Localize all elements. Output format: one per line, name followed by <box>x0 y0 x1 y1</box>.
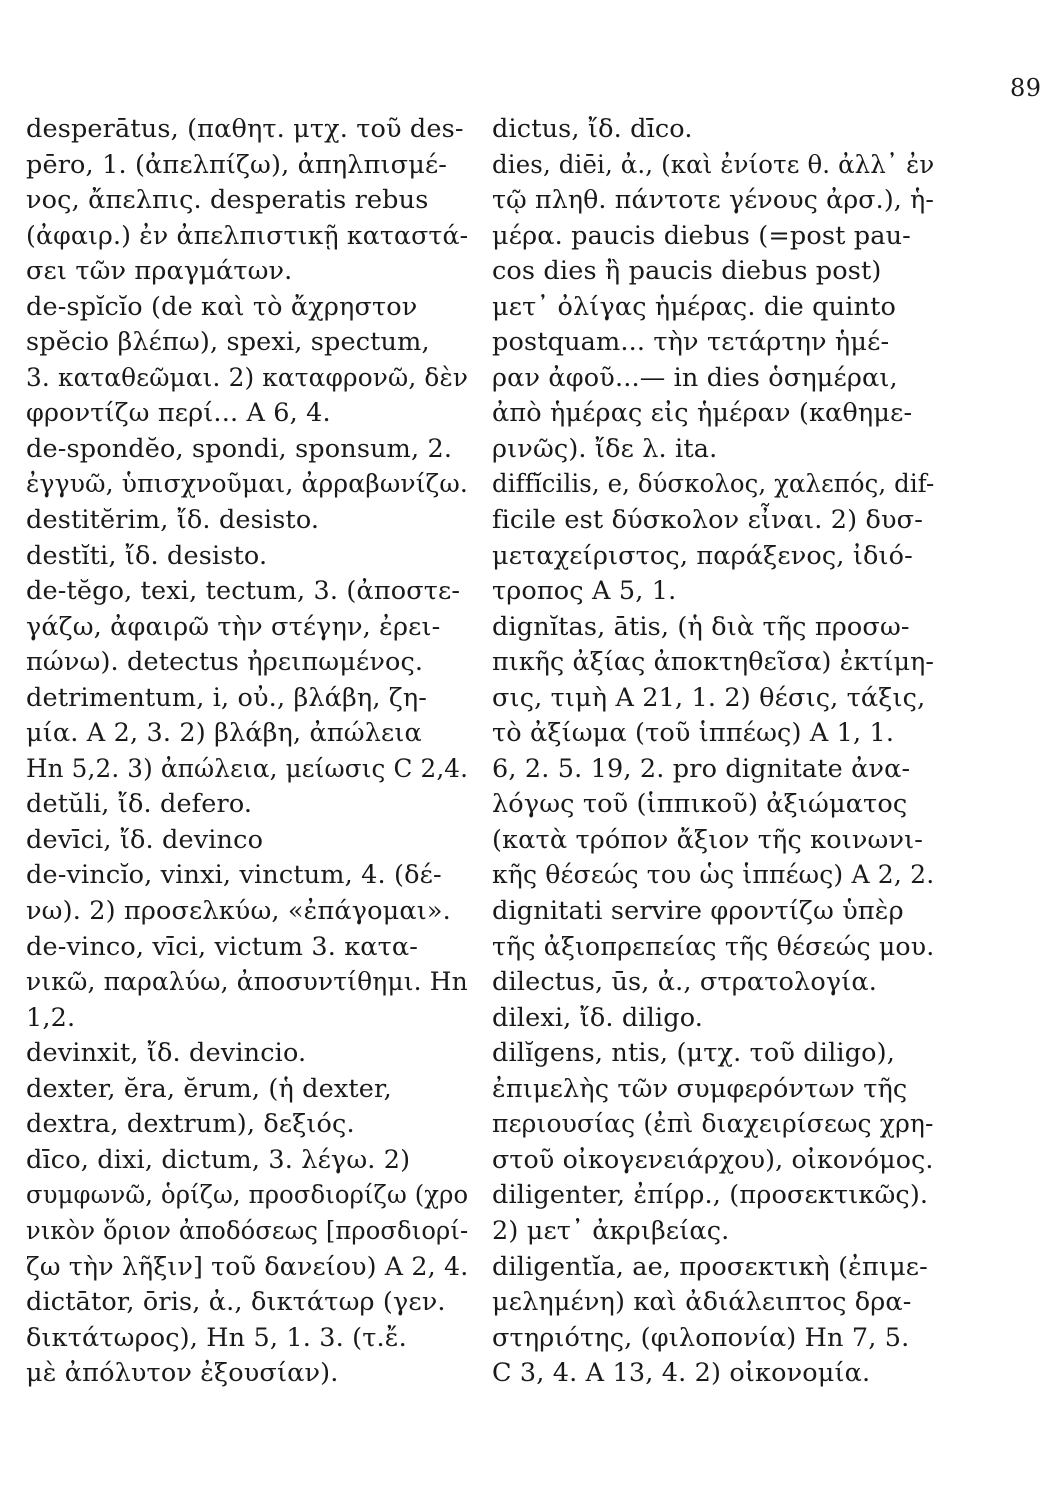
left-column <box>26 112 468 1392</box>
text-line: μελημένη) καὶ ἀδιάλειπτος δρα- <box>492 1287 912 1318</box>
text-line: σις, τιμὴ A 21, 1. 2) θέσις, τάξις, <box>492 682 926 713</box>
text-line: ἀπὸ ἡμέρας εἰς ἡμέραν (καθημε- <box>492 398 913 429</box>
text-line: τροπος A 5, 1. <box>492 576 677 607</box>
text-line: desperātus, (παθητ. μτχ. τοῦ des- <box>26 114 464 144</box>
text-line: de-vinco, vīci, victum 3. κατα- <box>26 931 419 962</box>
text-line: postquam... τὴν τετάρτην ἡμέ- <box>492 327 890 358</box>
text-line: νικὸν ὅριον ἀποδόσεως [προσδιορί- <box>26 1215 469 1246</box>
text-line: cos dies ἢ paucis diebus post) <box>492 256 882 287</box>
text-line: dexter, ĕra, ĕrum, (ἡ dexter, <box>26 1073 392 1104</box>
text-line: dextra, dextrum), δεξιός. <box>26 1109 355 1140</box>
text-line: μία. A 2, 3. 2) βλάβη, ἀπώλεια <box>26 718 422 749</box>
text-line: περιουσίας (ἐπὶ διαχειρίσεως χρη- <box>492 1109 934 1140</box>
text-line: τῷ πληθ. πάντοτε γένους ἀρσ.), ἡ- <box>492 185 935 216</box>
text-line: C 3, 4. A 13, 4. 2) οἰκονομία. <box>492 1358 871 1389</box>
text-line: dignitati servire φροντίζω ὑπὲρ <box>492 896 904 927</box>
text-line: στοῦ οἰκογενειάρχου), οἰκονόμος. <box>492 1144 934 1175</box>
text-line: τῆς ἀξιοπρεπείας τῆς θέσεώς μου. <box>492 931 935 962</box>
text-line: dilexi, ἴδ. diligo. <box>492 1002 704 1033</box>
text-line: πώνω). detectus ἠρειπωμένος. <box>26 647 424 678</box>
text-line: μεταχείριστος, παράξενος, ἰδιό- <box>492 540 913 571</box>
text-line: dilĭgens, ntis, (μτχ. τοῦ diligo), <box>492 1038 896 1069</box>
text-line: diligenter, ἐπίρρ., (προσεκτικῶς). <box>492 1180 929 1211</box>
text-line: (κατὰ τρόπον ἄξιον τῆς κοινωνι- <box>492 824 924 855</box>
text-line: diffĭcilis, e, δύσκολος, χαλεπός, dif- <box>492 469 935 500</box>
text-line: στηριότης, (φιλοπονία) Hn 7, 5. <box>492 1322 910 1353</box>
text-line: ρινῶς). ἴδε λ. ita. <box>492 433 718 464</box>
text-line: τὸ ἀξίωμα (τοῦ ἱππέως) A 1, 1. <box>492 718 895 749</box>
text-line: δικτάτωρος), Hn 5, 1. 3. (τ.ἔ. <box>26 1322 407 1353</box>
text-line: (ἀφαιρ.) ἐν ἀπελπιστικῇ καταστά- <box>26 220 469 251</box>
text-line: λόγως τοῦ (ἱππικοῦ) ἀξιώματος <box>492 789 908 820</box>
text-line: de-vincĭo, vinxi, vinctum, 4. (δέ- <box>26 860 442 891</box>
text-line: dilectus, ūs, ἀ., στρατολογία. <box>492 967 877 998</box>
text-line: ἐγγυῶ, ὑπισχνοῦμαι, ἀρραβωνίζω. <box>26 469 468 500</box>
text-line: ἐπιμελὴς τῶν συμφερόντων τῆς <box>492 1073 908 1104</box>
text-line: diligentĭa, ae, προσεκτικὴ (ἐπιμε- <box>492 1251 928 1282</box>
text-line: νω). 2) προσελκύω, «ἐπάγομαι». <box>26 896 451 927</box>
text-line: de-tĕgo, texi, tectum, 3. (ἀποστε- <box>26 576 461 607</box>
text-line: 3. καταθεῶμαι. 2) καταφρονῶ, δὲν <box>26 362 469 393</box>
text-line: dictus, ἴδ. dīco. <box>492 114 693 144</box>
text-line: 6, 2. 5. 19, 2. pro dignitate ἀνα- <box>492 753 911 784</box>
text-line: detŭli, ἴδ. defero. <box>26 789 253 820</box>
text-line: dictātor, ōris, ἀ., δικτάτωρ (γεν. <box>26 1287 446 1318</box>
text-line: κῆς θέσεώς του ὡς ἱππέως) A 2, 2. <box>492 860 935 891</box>
text-line: μέρα. paucis diebus (=post pau- <box>492 220 911 251</box>
text-line: 2) μετ᾽ ἀκριβείας. <box>492 1215 730 1246</box>
text-line: συμφωνῶ, ὁρίζω, προσδιορίζω (χρο <box>26 1180 469 1211</box>
text-line: ραν ἀφοῦ...— in dies ὁσημέραι, <box>492 362 898 393</box>
text-line: 1,2. <box>26 1002 76 1033</box>
text-line: dignĭtas, ātis, (ἡ διὰ τῆς προσω- <box>492 611 910 642</box>
text-line: pēro, 1. (ἀπελπίζω), ἀπηλπισμέ- <box>26 149 448 180</box>
text-line: dīco, dixi, dictum, 3. λέγω. 2) <box>26 1144 411 1175</box>
text-line: φροντίζω περί... A 6, 4. <box>26 398 331 429</box>
text-line: νος, ἄπελπις. desperatis rebus <box>26 185 429 216</box>
text-line: devīci, ἴδ. devinco <box>26 824 264 855</box>
text-line: σει τῶν πραγμάτων. <box>26 256 293 287</box>
text-line: destĭti, ἴδ. desisto. <box>26 540 268 571</box>
text-line: Hn 5,2. 3) ἀπώλεια, μείωσις C 2,4. <box>26 753 469 784</box>
text-line: ζω τὴν λῆξιν] τοῦ δανείου) A 2, 4. <box>26 1251 469 1282</box>
text-line: γάζω, ἀφαιρῶ τὴν στέγην, ἐρει- <box>26 611 441 642</box>
page-number: 89 <box>1010 74 1042 102</box>
text-line: spĕcio βλέπω), spexi, spectum, <box>26 327 430 358</box>
text-line: μὲ ἀπόλυτον ἐξουσίαν). <box>26 1358 339 1389</box>
text-line: ficile est δύσκολον εἶναι. 2) δυσ- <box>492 505 923 536</box>
text-line: dies, diēi, ἀ., (καὶ ἐνίοτε θ. ἀλλ᾽ ἐν <box>492 149 935 180</box>
text-line: μετ᾽ ὀλίγας ἡμέρας. die quinto <box>492 291 896 322</box>
text-line: detrimentum, i, οὐ., βλάβη, ζη- <box>26 682 428 713</box>
text-line: πικῆς ἀξίας ἀποκτηθεῖσα) ἐκτίμη- <box>492 647 935 678</box>
right-column <box>492 112 934 1392</box>
text-line: devinxit, ἴδ. devincio. <box>26 1038 307 1069</box>
text-line: de-spĭcĭo (de καὶ τὸ ἄχρηστον <box>26 291 418 322</box>
text-line: de-spondĕo, spondi, sponsum, 2. <box>26 433 453 464</box>
text-line: νικῶ, παραλύω, ἀποσυντίθημι. Hn <box>26 967 468 998</box>
text-line: destitĕrim, ἴδ. desisto. <box>26 505 320 536</box>
